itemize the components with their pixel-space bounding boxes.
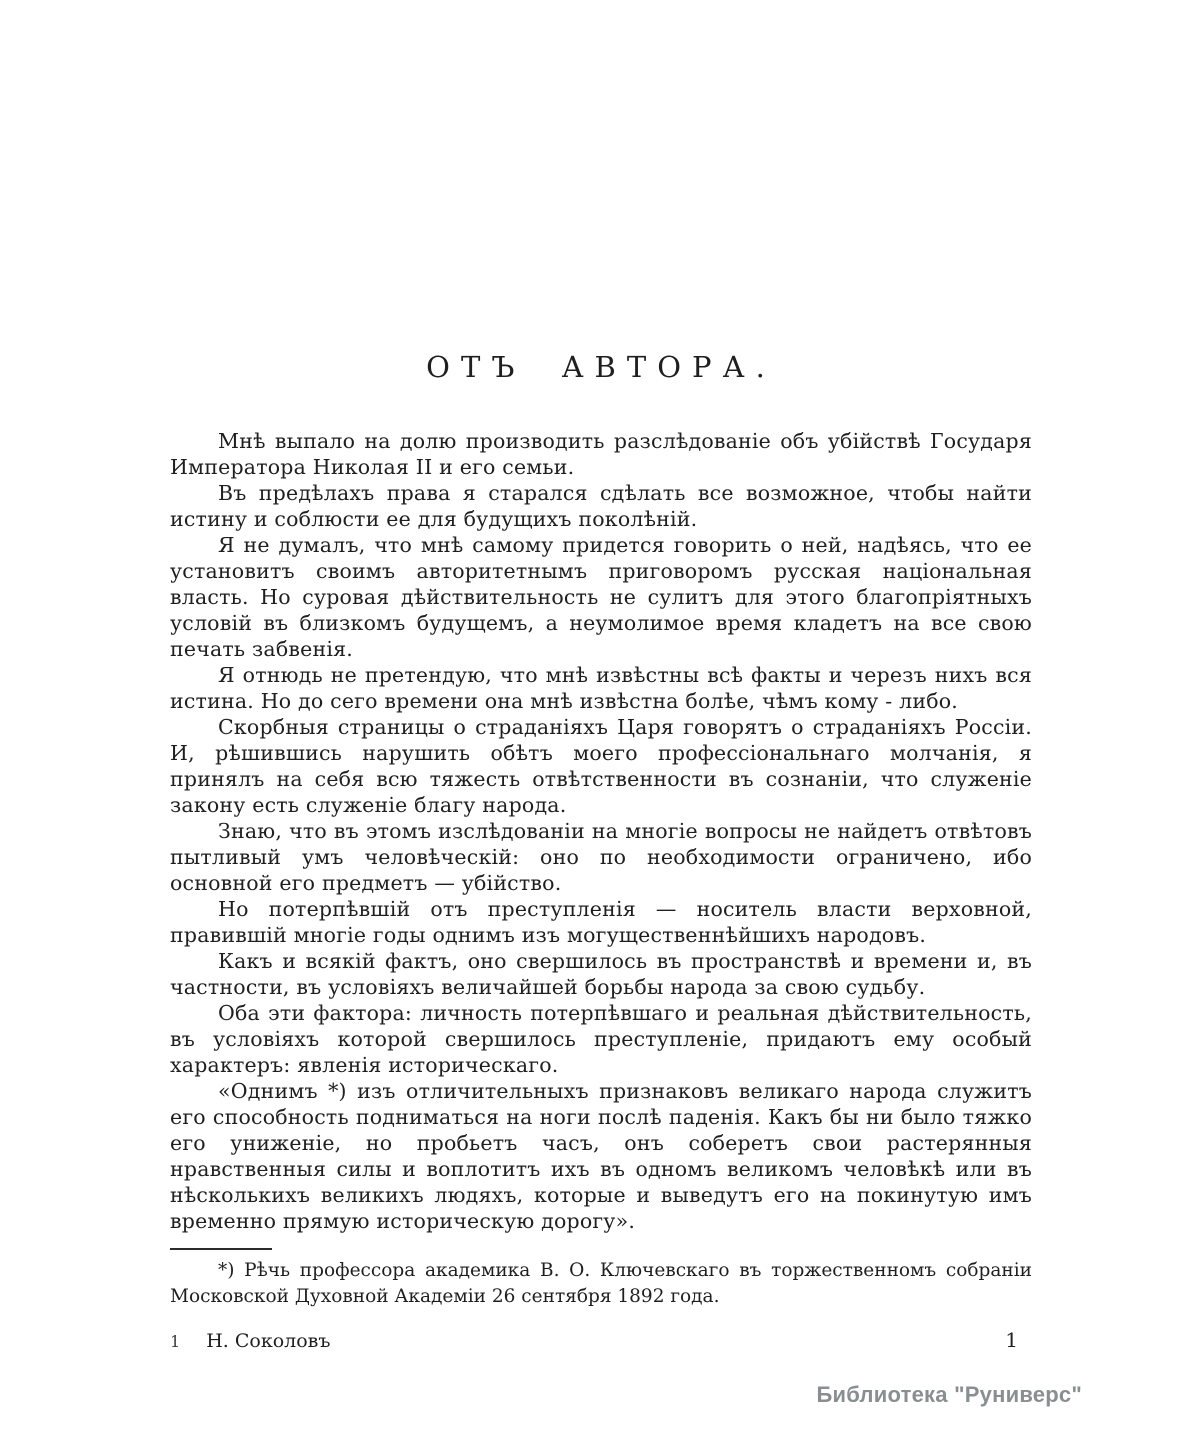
paragraph: Въ предѣлахъ права я старался сдѣлать все возможное, чтобы найти истину и соблюсти ее для будущихъ поколѣній.	[170, 481, 1032, 531]
paragraph: Я не думалъ, что мнѣ самому придется говорить о ней, надѣясь, что ее установитъ своимъ авторитетнымъ приговоромъ русская національная власть. Но суровая дѣйствительность не сулитъ для этого благопріятныхъ условій въ близкомъ будущемъ, а неумолимое время кладетъ на все свою печать забвенія.	[170, 533, 1032, 661]
paragraph: «Однимъ *) изъ отличительныхъ признаковъ великаго народа служитъ его способность подниматься на ноги послѣ паденія. Какъ бы ни было тяжко его униженіе, но пробьетъ часъ, онъ соберетъ свои растерянныя нравственныя силы и воплотитъ ихъ въ одномъ великомъ человѣкѣ или въ нѣсколькихъ великихъ людяхъ, которые и выведутъ его на покинутую имъ временно прямую историческую дорогу».	[170, 1079, 1032, 1233]
paragraph: Я отнюдь не претендую, что мнѣ извѣстны всѣ факты и черезъ нихъ вся истина. Но до сего времени она мнѣ извѣстна болѣе, чѣмъ кому - либо.	[170, 663, 1032, 713]
paragraph: Знаю, что въ этомъ изслѣдованіи на многіе вопросы не найдетъ отвѣтовъ пытливый умъ человѣческій: оно по необходимости ограничено, ибо основной его предметъ — убійство.	[170, 819, 1032, 895]
text-block	[170, 350, 1032, 1352]
colophon-row	[170, 1328, 1032, 1352]
page-number: 1	[1005, 1328, 1018, 1352]
signature-mark: 1	[170, 1332, 181, 1351]
footnote-text: *) Рѣчь профессора академика В. О. Ключевскаго въ торжественномъ собраніи Московской Духовной Академіи 26 сентября 1892 года.	[170, 1260, 1032, 1307]
paragraph: Но потерпѣвшій отъ преступленія — носитель власти верховной, правившій многіе годы однимъ изъ могущественнѣйшихъ народовъ.	[170, 897, 1032, 947]
footnote-divider	[170, 1248, 272, 1250]
body-text	[170, 428, 1032, 1234]
library-watermark: Библиотека "Руниверс"	[816, 1382, 1082, 1407]
paragraph: Скорбныя страницы о страданіяхъ Царя говорятъ о страданіяхъ Россіи. И, рѣшившись нарушить обѣтъ моего профессіональнаго молчанія, я принялъ на себя всю тяжесть отвѣтственности въ сознаніи, что служеніе закону есть служеніе благу народа.	[170, 715, 1032, 817]
paragraph: Мнѣ выпало на долю производить разслѣдованіе объ убійствѣ Государя Императора Николая II и его семьи.	[170, 429, 1032, 479]
paragraph: Какъ и всякій фактъ, оно свершилось въ пространствѣ и времени и, въ частности, въ условіяхъ величайшей борьбы народа за свою судьбу.	[170, 949, 1032, 999]
author-signature: Н. Соколовъ	[206, 1330, 331, 1352]
signature-line	[170, 1330, 330, 1352]
page-title: ОТЪ АВТОРА.	[426, 350, 776, 384]
paragraph: Оба эти фактора: личность потерпѣвшаго и реальная дѣйствительность, въ условіяхъ которой свершилось преступленіе, придаютъ ему особый характеръ: явленія историческаго.	[170, 1001, 1032, 1077]
